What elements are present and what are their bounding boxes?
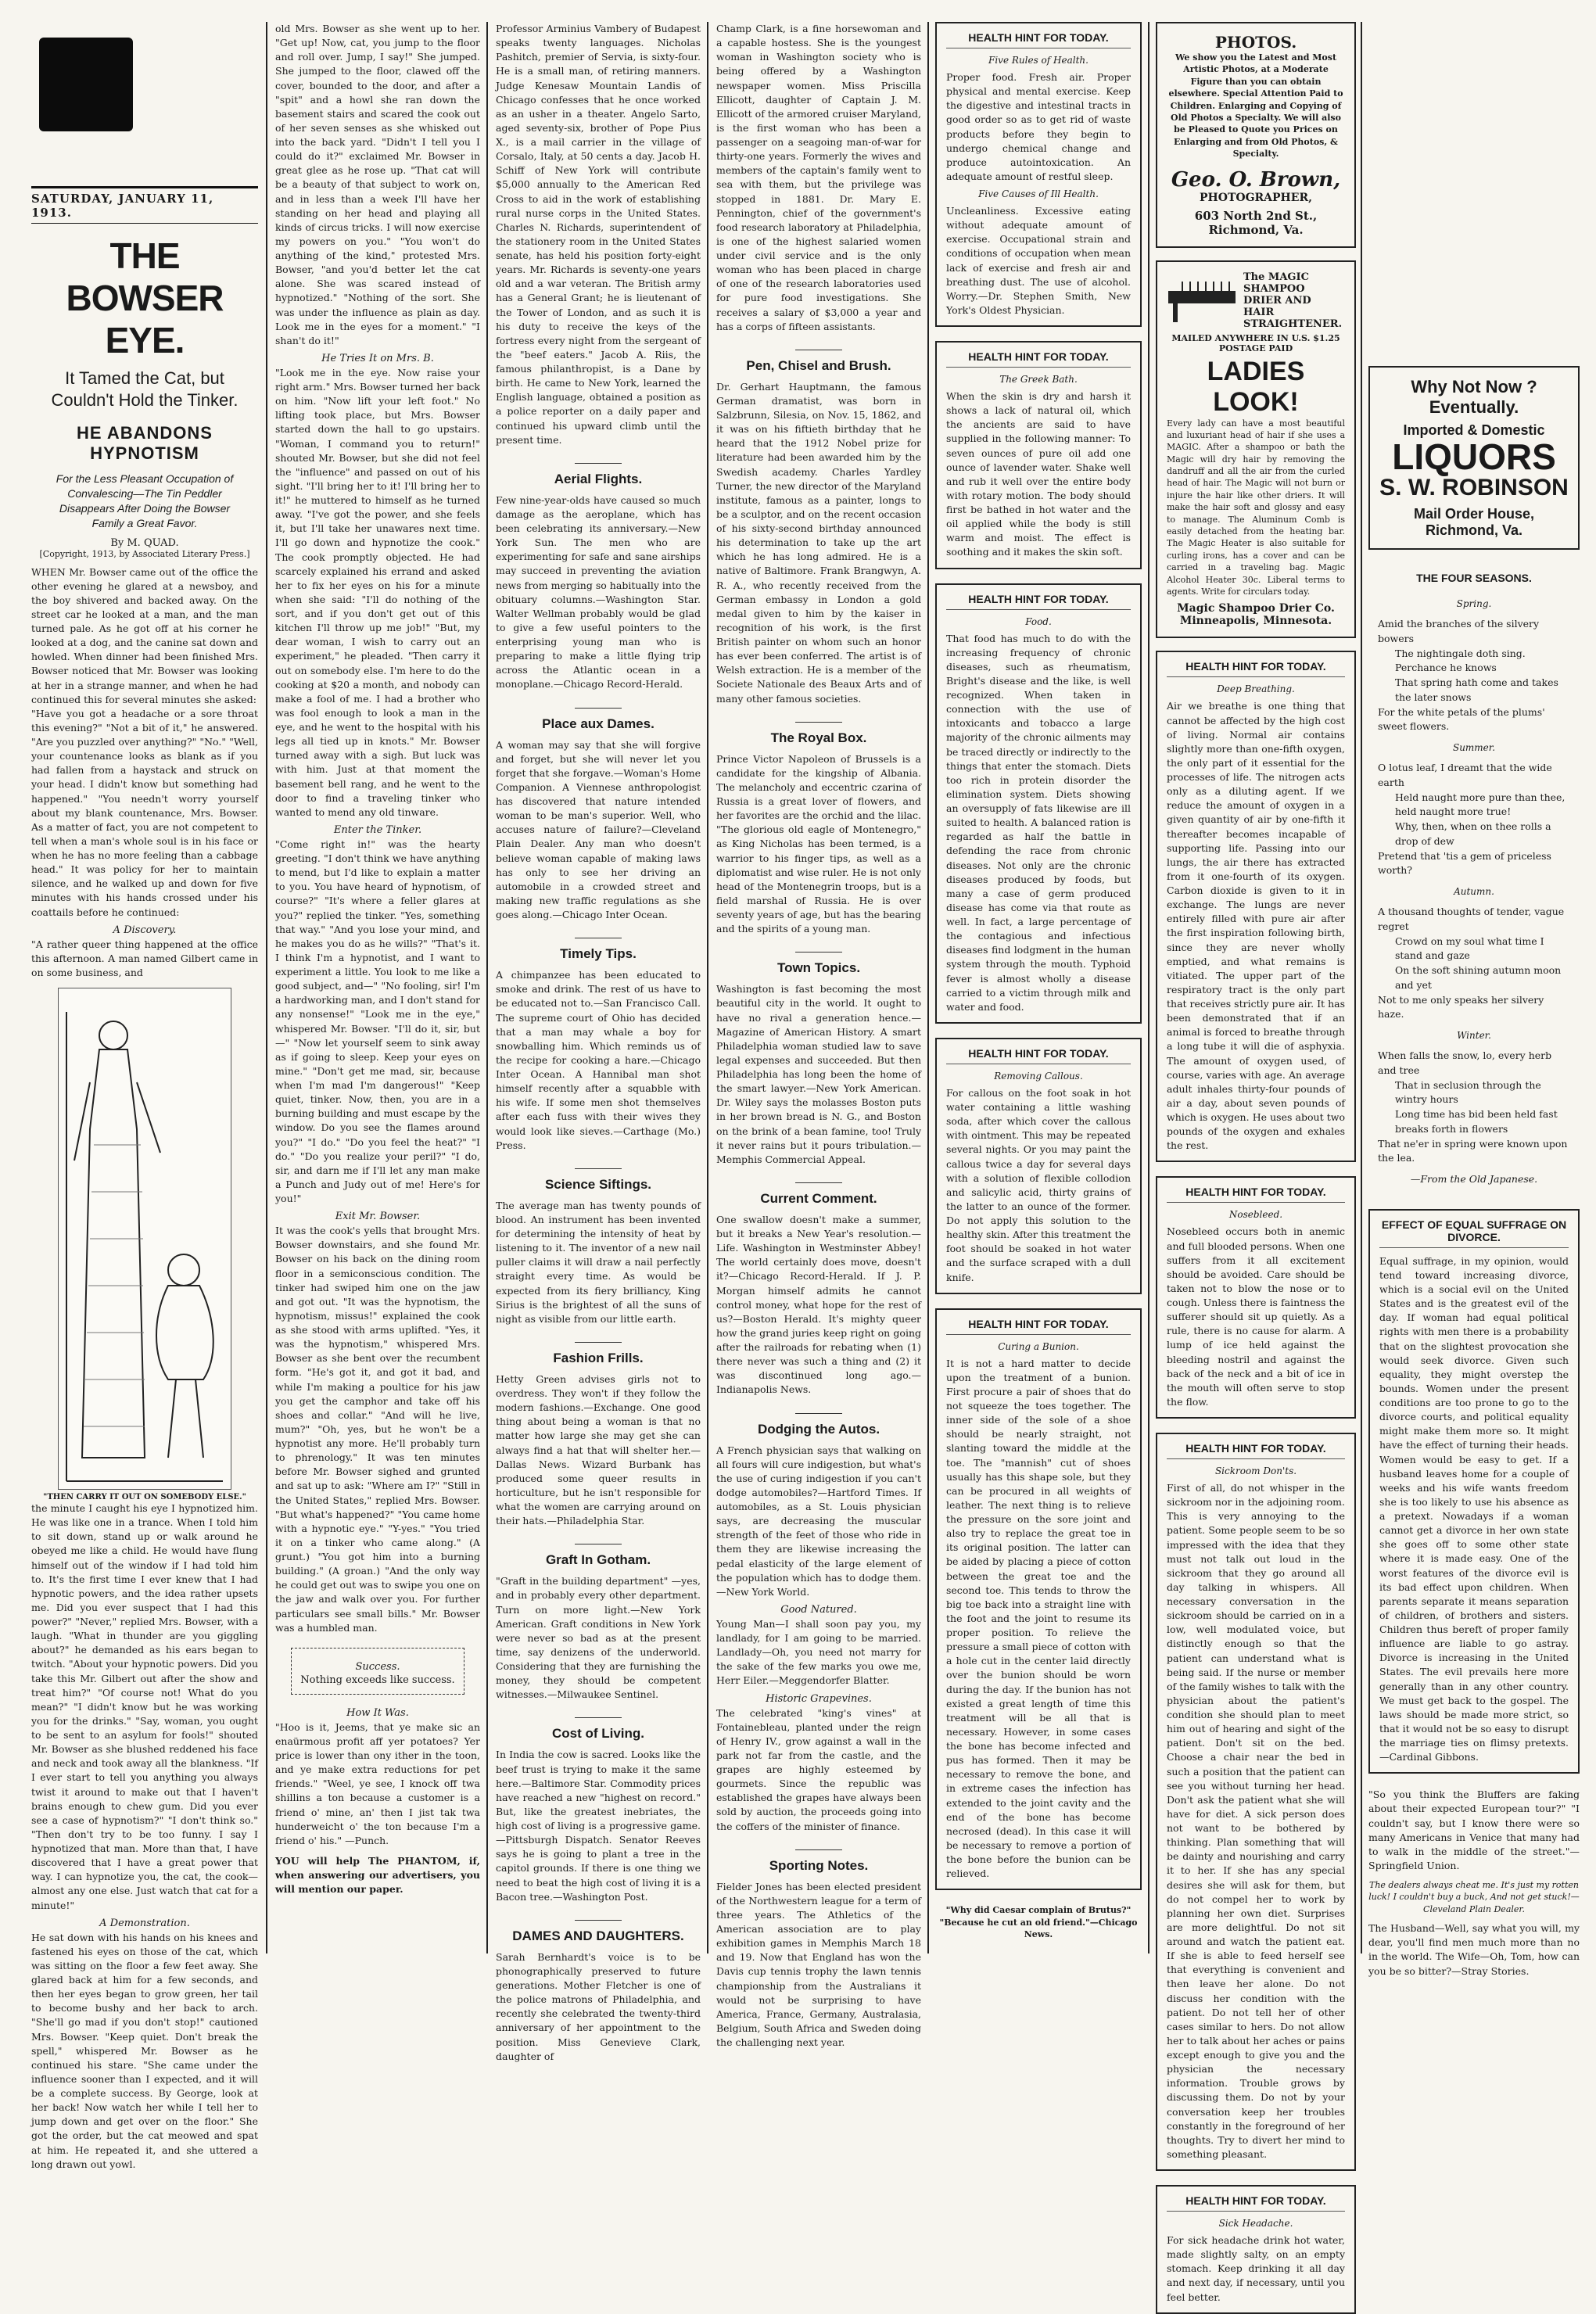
story-subhead: How It Was.: [346, 1706, 409, 1719]
poem-line: Why, then, when on thee rolls a drop of dew: [1395, 820, 1551, 847]
success-filler-box: [291, 1648, 464, 1695]
poem-season: Autumn.: [1454, 886, 1494, 897]
section-text: Sarah Bernhardt's voice is to be phonographically preserved to future generations. Mother Fletcher is one of the police matrons of Philadelphia, and recently she celebrated the twenty-third anniversary of her appointment to the position. Miss Genevieve Clark, daughter of: [496, 1950, 701, 2062]
story-subhead: He Tries It on Mrs. B.: [321, 352, 434, 364]
section-text: A French physician says that walking on all fours will cure indigestion, but what's the use of curing indigestion if you can't dodge automobiles?—Hartford Times. If automobiles, as a St. Louis physician says, are decreasing the muscular strength of the feet of those who ride in them they are likewise increasing the pedal elasticity of the large element of the population which has to dodge them.—New York World.: [716, 1444, 921, 1598]
section-text: Young Man—I shall soon pay you, my landlady, for I am going to be married. Landlady—Oh, you need not marry for the sake of the few marks you owe me, Herr Eiler.—Meggendorfer Blatter.: [716, 1617, 921, 1687]
photographer-ad: [1156, 22, 1356, 248]
poem-line: The nightingale doth sing. Perchance he knows: [1395, 647, 1526, 674]
ad-heading: LADIES LOOK!: [1207, 356, 1305, 417]
health-hint-subtitle: Deep Breathing.: [1217, 683, 1295, 695]
health-hint-text: First of all, do not whisper in the sickroom nor in the adjoining room. This is very annoying to the patient. Some people seem to be so impressed with the idea that they must not talk out loud in the sickroom that they go around all day talking in whispers. All necessary conversation in the sickroom should be carried on in a low, well modulated voice, but distinctly enough so that the patient can understand what is being said. If the nurse or member of the family wishes to talk with the physician about the patient's condition she should plan to meet him out of hearing and sight of the patient. Don't sit on the bed. Choose a chair near the bed in such a position that the patient can see you without turning her head. Don't ask the patient what she will have for diet. A sick person does not want to be bothered by thinking. Plan something that will be dainty and nourishing and carry it to her. If she has any special desires she will ask for them, but do not compel her to work by planning her own diet. Surprises are more delightful. Do not sit around and watch the patient eat. If she is able to feed herself see that everything is convenient and then leave her alone. Do not discuss her condition with the patient. Do not tell her of other cases similar to hers. Do not allow her to talk about her aches or pains except enough to give you and the physician the necessary information. Trouble grows by discussing them. Do not by your conversation keep her troubles constantly in the foreground of her thoughts. Try to divert her mind to something pleasant.: [1167, 1482, 1345, 2160]
ad-company: Magic Shampoo Drier Co.: [1177, 602, 1335, 615]
section-heading: Sporting Notes.: [716, 1849, 921, 1874]
ad-mailed: MAILED ANYWHERE IN U.S. $1.25 POSTAGE PAID: [1171, 332, 1340, 353]
poem-line: O lotus leaf, I dreamt that the wide earth: [1378, 762, 1552, 788]
story-subhead: A Discovery.: [113, 924, 177, 936]
poem-stanza: [1378, 761, 1570, 878]
column-rule: [266, 22, 267, 1953]
column-2: [275, 22, 480, 1953]
story-paragraph: It was the cook's yells that brought Mrs. Bowser downstairs, and she found Mr. Bowser on his back on the dining room floor in a semiconscious condition. The tinker had swiped him one on the jaw and got out. "It was the hypnotism, the hypnotism, missus!" explained the cook as she stood with arms uplifted. "Yes, it was the hypnotism," whispered Mrs. Bowser as she bent over the recumbent form. "He's got it, and got it bad, and while I'm making a poultice for his jaw you get the camphor and take off his shoes and collar." "And will he live, mum?" "Oh, yes, but he won't be a hypnotist any more. He'll probably turn to phrenology." It was ten minutes before Mr. Bowser sighed and grunted and sat up to ask: "Where am I?" "Still in the United States," replied Mrs. Bowser. "But what's happened?" "You came home with a hypnotic eye." "Y-yes." "You tried it on a tinker who came along." (A grunt.) "You got him into a burning building." (A groan.) "And the only way he could get out was to swipe you one on the jaw and walk over you. For further particulars see small bills." Mr. Bowser was a humbled man.: [275, 1225, 480, 1634]
poem-season: Summer.: [1452, 742, 1496, 753]
illustration-caption: "THEN CARRY IT OUT ON SOMEBODY ELSE.": [43, 1493, 246, 1502]
health-hint-title: HEALTH HINT FOR TODAY.: [946, 593, 1131, 610]
health-hint-subtitle: Food.: [1025, 615, 1052, 627]
poem-line: That ne'er in spring were known upon the lea.: [1378, 1137, 1568, 1164]
poem-line: Pretend that 'tis a gem of priceless worth?: [1378, 849, 1551, 877]
health-hint-text: Proper food. Fresh air. Proper physical and mental exercise. Keep the digestive and intestinal tracts in good order so as to get rid of waste products before they begin to undergo chemical change and produce autointoxication. An adequate amount of restful sleep.: [946, 71, 1131, 182]
ad-text: We show you the Latest and Most Artistic Photos, at a Moderate Figure than you can obtain elsewhere. Special Attention Paid to Children. Enlarging and Copying of Old Photos a Specialty. We will also be Pleased to Quote you Prices on Enlarging and from Old Photos, & Specialty.: [1168, 52, 1343, 160]
health-hint-text: For callous on the foot soak in hot water containing a little washing soda, after which cover the callous with ointment. This may be repeated several nights. Or you may paint the callous twice a day for several days with a solution of flexible collodion and salicylic acid, thirty grains of the latter to an ounce of the former. Do not apply this solution to the healthy skin. After this treatment the foot should be soaked in hot water and the surface scraped with a dull knife.: [946, 1086, 1131, 1283]
health-hint-text: Air we breathe is one thing that cannot be affected by the high cost of living. Normal air contains slightly more than one-fifth oxygen, the only part of it essential for the processes of life. The nitrogen acts only as a diluting agent. If we reduce the amount of oxygen in a given quantity of air by one-fifth it thereafter becomes incapable of supporting life. Passing into our lungs, the air there has extracted from it one-fourth of its oxygen. Carbon dioxide is given to it in exchange. The lungs are never entirely filled with pure air after the first inspiration following birth, since they are never wholly emptied, and what remains is vitiated. The upper part of the respiratory tract is the only part that receives strictly pure air. It has been demonstrated that if an animal is forced to breathe through a long tube it will die of asphyxia. The amount of oxygen used, of course, varies with age. An average adult inhales thirty-four pounds of air a day, about seven pounds of which is oxygen. He uses about two pounds of the oxygen and exhales the rest.: [1167, 700, 1345, 1152]
newspaper-page: [31, 22, 1580, 2303]
poem-line: That in seclusion through the wintry hours: [1395, 1078, 1541, 1106]
health-hint-box: [1156, 1433, 1356, 2171]
byline: By M. QUAD.: [110, 536, 179, 549]
health-hint-text: For sick headache drink hot water, made slightly salty, on an empty stomach. Keep drinking it all day and next day, if necessary, until you feel better.: [1167, 2234, 1345, 2303]
poem-stanza: [1378, 617, 1570, 734]
section-text: The celebrated "king's vines" at Fontainebleau, planted under the reign of Henry IV., grow against a wall in the park not far from the castle, and the grapes are highly esteemed by gourmets. Since the republic was established the grapes have always been sold by auction, the proceeds going into the coffers of the minister of finance.: [716, 1706, 921, 1832]
story-deck-2: HE ABANDONS HYPNOTISM: [77, 423, 213, 463]
health-hint-subtitle: Five Rules of Health.: [988, 55, 1089, 66]
section-heading: Graft In Gotham.: [496, 1544, 701, 1568]
section-text: Few nine-year-olds have caused so much damage as the aeroplane, which has been celebrating its anniversary.—New York Sun. The men who are experimenting for safe and sane airships may succeed in preventing the aviation news from merging so habitually into the obituary columns.—Washington Star. Walter Wellman probably would be glad to give a few useful pointers to the enterprising young man who is preparing to make a little flying trip across the Atlantic ocean in a monoplane.—Chicago Record-Herald.: [496, 493, 701, 691]
poem-four-seasons: [1368, 562, 1580, 1195]
story-paragraph: "Have you got a headache or a sore throat this evening?" "Not a bit of it," he answered. "Are you puzzled over anything?" "No." "Well, your countenance looks as blank as if you had fallen from a haystack and struck on your head. I didn't know but something had happened." "You needn't worry yourself about my blank countenance, Mrs. Bowser. As a matter of fact, you are not competent to tell when a man's whole soul is in his face or when he has no more feeling than a cabbage head." It was policy for her to maintain silence, and he walked up and down for five minutes with his hands crossed under his coattails before he continued:: [31, 707, 259, 918]
ad-heading: PHOTOS.: [1214, 33, 1297, 52]
story-illustration: [58, 988, 231, 1490]
ad-line: Imported & Domestic: [1403, 422, 1545, 438]
health-hint-box: [935, 1038, 1142, 1294]
column-rule: [1361, 22, 1362, 1953]
column-4: [716, 22, 921, 2048]
poem-line: Held naught more pure than thee, held naught more true!: [1395, 791, 1566, 818]
ad-line: Eventually.: [1429, 397, 1519, 417]
health-hint-title: HEALTH HINT FOR TODAY.: [1167, 1186, 1345, 1203]
section-text: Washington is fast becoming the most beautiful city in the world. It ought to have no rival a generation hence.—Magazine of American History. A smart Philadelphia woman studied law to save legal expenses and succeeded. But then Philadelphia has long been the home of the smart lawyer.—New York American. Dr. Wiley says the molasses Boston puts in her brown bread is N. G., and Boston on the brink of a bean famine, too! Truly it never rains but it pours tribulation.—Memphis Commercial Appeal.: [716, 983, 921, 1165]
section-text: One swallow doesn't make a summer, but it breaks a New Year's resolution.—Life. Washington in Westminster Abbey! The world certainly does move, doesn't it?—Chicago Record-Herald. If J. P. Morgan himself admits he cannot control money, what hope for the rest of us?—Boston Herald. It's mighty queer how the grand juries keep right on going after the railroads for rebating when (1) there never was such a thing and (2) it was discontinued long ago.—Indianapolis News.: [716, 1213, 921, 1396]
date-line: SATURDAY, JANUARY 11, 1913.: [31, 186, 258, 224]
poem-line: On the soft shining autumn moon and yet: [1395, 964, 1562, 991]
column-7: [1368, 22, 1580, 1977]
health-hint-subtitle: Nosebleed.: [1228, 1209, 1283, 1221]
story-subhead: Historic Grapevines.: [766, 1692, 872, 1705]
divorce-essay-box: [1368, 1209, 1580, 1774]
liquor-ad: [1368, 366, 1580, 550]
section-heading: Aerial Flights.: [496, 463, 701, 487]
magic-drier-ad: [1156, 260, 1356, 639]
health-hint-title: HEALTH HINT FOR TODAY.: [946, 350, 1131, 368]
story-subhead: Enter the Tinker.: [333, 823, 422, 836]
advertiser-note: YOU will help The PHANTOM, if, when answering our advertisers, you will mention our paper.: [275, 1854, 480, 1896]
poem-line: For the white petals of the plums' sweet flowers.: [1378, 705, 1545, 733]
verse-paragraph: The dealers always cheat me. It's just my rotten luck! I couldn't buy a buck, And not get stuck!—Cleveland Plain Dealer.: [1368, 1880, 1580, 1914]
poem-line: Amid the branches of the silvery bowers: [1378, 618, 1540, 644]
ink-blot: [39, 38, 133, 131]
health-hint-subtitle: Sick Headache.: [1218, 2218, 1293, 2229]
column-1: [31, 22, 259, 2170]
section-heading: The Royal Box.: [716, 722, 921, 746]
ad-address: 603 North 2nd St.,: [1194, 208, 1318, 223]
success-title: Success.: [355, 1660, 400, 1673]
poem-stanza: [1378, 905, 1570, 1022]
health-hint-subtitle: The Greek Bath.: [999, 374, 1078, 385]
poem-title: THE FOUR SEASONS.: [1416, 572, 1532, 584]
health-hint-title: HEALTH HINT FOR TODAY.: [946, 1318, 1131, 1335]
health-hint-box: [935, 583, 1142, 1024]
ad-robinson: S. W. ROBINSON: [1379, 475, 1569, 500]
anecdote-paragraph: "Hoo is it, Jeems, that ye make sic an enaürmous profit aff yer potatoes? Yer price is lower than ony ither in the toon, and ye make extra reductions for pet friends." "Weel, ye see, I knock off twa shillins a ton because a customer is a friend o' mine, an' then I jist tak twa hunderweicht o' the ton because I'm a friend o' his." —Punch.: [275, 1720, 480, 1846]
story-paragraph: the minute I caught his eye I hypnotized him. He was like one in a trance. When I told him to sit down, stand up or walk around he obeyed me like a child. He would have flung himself out of the window if I had told him to. It's the first time I ever knew that I had hypnotic powers, and the idea rather upsets me. Did you ever suspect that I had this power?" "Never," replied Mrs. Bowser, with a laugh. "What in thunder are you giggling about?" he demanded as his ears began to twitch. "About your hypnotic powers. Did you take this Mr. Gilbert out after the show and treat him?" "Of course not! What do you mean?" "I didn't know but he was working you for the drinks." "Say, woman, you ought to be sent to an asylum for fools!" shouted Mr. Bowser as she blushed reddened his face and neck and took away all the blankness. "If I ever start to tell you anything you always twist it around to make out that I haven't brains enough to chew gum. Did you ever see a case of hypnotism?" "I don't think so." "Then don't try to be too funny. I say I hypnotized that man. More than that, I have discovered that I have a great power that way. I can hypnotize you, the cat, the cook—almost any one else. Just watch that cat for a minute!": [31, 1502, 258, 1911]
ad-trade: PHOTOGRAPHER,: [1200, 191, 1312, 204]
health-hint-title: HEALTH HINT FOR TODAY.: [1167, 1442, 1345, 1459]
section-text: "Graft in the building department" —yes, and in probably every other department. Turn on more light.—New York American. Graft conditions in New York were never so bad as at the present time, say denizens of the underworld. Considering that they are furnishing the money, they should be competent witnesses.—Milwaukee Sentinel.: [496, 1575, 701, 1701]
ad-liquors: LIQUORS: [1392, 436, 1556, 477]
health-hint-box: [1156, 2185, 1356, 2314]
section-heading: Place aux Dames.: [496, 708, 701, 732]
poem-season: Winter.: [1457, 1030, 1491, 1041]
health-hint-box: [935, 22, 1142, 327]
poem-line: Crowd on my soul what time I stand and gaze: [1395, 935, 1544, 962]
poem-credit: —From the Old Japanese.: [1410, 1173, 1538, 1185]
column-rule: [707, 22, 708, 1953]
section-heading: Dodging the Autos.: [716, 1413, 921, 1437]
section-text: The average man has twenty pounds of blood. An instrument has been invented for determining the intensity of heat by listening to it. The inventor of a new nail puller claims it will draw a nail perfectly straight every time. As would be expected from its fiery brilliancy, King Sirius is the brightest of all the suns of night as visible from our little earth.: [496, 1199, 701, 1325]
story-subhead: A Demonstration.: [99, 1917, 190, 1929]
health-hint-title: HEALTH HINT FOR TODAY.: [946, 1047, 1131, 1064]
section-text: Champ Clark, is a fine horsewoman and a capable hostess. She is the youngest woman in Washington society who is being offered by a Washington newspaper women. Miss Priscilla Ellicott, daughter of Captain J. M. Ellicott of the armored cruiser Maryland, is the first woman who has been a passenger on a seagoing man-of-war for thirty-one years. Formerly the wives and members of the captain's family went to sea with them, but the privilege was stopped in 1881. Dr. Mary E. Pennington, chief of the government's food research laboratory at Philadelphia, is one of the highest salaried women under civil service and is the only woman who has been placed in charge of one of the research laboratories used for pure food investigations. She receives a salary of $3,000 a year and has a corps of fifteen assistants.: [716, 23, 921, 332]
ad-brand: The MAGIC SHAMPOO DRIER AND HAIR STRAIGHTENER.: [1243, 271, 1343, 330]
section-heading: Science Siftings.: [496, 1168, 701, 1193]
ad-line: Richmond, Va.: [1425, 522, 1523, 538]
column-6: [1156, 22, 1356, 2303]
ad-line: Mail Order House,: [1413, 506, 1535, 522]
health-hint-subtitle: Five Causes of Ill Health.: [978, 188, 1099, 199]
story-paragraph: He sat down with his hands on his knees and fastened his eyes on those of the cat, which was sitting on the floor a few feet away. She glared back at him for a few seconds, and then her eyes began to grow green, her tail to become bushy and her back to arch. "She'll go mad if you don't stop!" cautioned Mrs. Bowser. "Keep quiet. Don't break the spell," whispered Mr. Bowser as he continued his stare. "She came under the influence sooner than I expected, and it will be a complete success. By George, look at her back! Now watch her while I tell her to jump down and get over on the floor." She got the order, but the cat meowed and spat at him. He repeated it, and she uttered a long drawn out yowl.: [31, 1931, 258, 2170]
column-rule: [927, 22, 929, 1953]
health-hint-title: HEALTH HINT FOR TODAY.: [946, 31, 1131, 48]
section-heading: Cost of Living.: [496, 1717, 701, 1742]
closing-joke: "Why did Caesar complain of Brutus?" "Because he cut an old friend."—Chicago News.: [939, 1905, 1138, 1940]
story-subhead: Exit Mr. Bowser.: [335, 1211, 421, 1223]
poem-line: Not to me only speaks her silvery haze.: [1378, 993, 1544, 1021]
ad-line: Why Not Now ?: [1411, 377, 1537, 396]
section-text: Fielder Jones has been elected president of the Northwestern league for a term of three years. The Athletics of the American association are to play exhibition games in Memphis March 18 and 19. Now that England has won the Davis cup tennis trophy the lawn tennis championship from the Australians it would not be surprising to have America, France, Germany, Australasia, Belgium, South Africa and Sweden doing the challenging next year.: [716, 1880, 921, 2048]
health-hint-subtitle: Removing Callous.: [994, 1070, 1083, 1082]
health-hint-title: HEALTH HINT FOR TODAY.: [1167, 660, 1345, 677]
health-hint-text: Uncleanliness. Excessive eating without adequate amount of exercise. Occupational strain and conditions of occupation when mean lack of exercise and fresh air and breathing dust. The use of alcohol. Worry.—Dr. Stephen Smith, New York's Oldest Physician.: [946, 205, 1131, 316]
ad-text: Every lady can have a most beautiful and luxuriant head of hair if she uses a MAGIC. After a shampoo or bath the Magic will dry hair by removing the dandruff and all the air from the curled head of hair. The Magic will not burn or injure the hair like other driers. It will make the hair soft and glossy and easy to manage. The Aluminum Comb is easily detached from the heating bar. The Magic Heater is also suitable for curling irons, has a cover and can be carried in a traveling bag. Magic Alcohol Heater 30c. Liberal terms to agents. Write for circulars today.: [1167, 418, 1345, 597]
section-text: In India the cow is sacred. Looks like the beef trust is trying to make it the same here.—Baltimore Star. Commodity prices have reached a new "highest on record." But, like the greatest inebriates, the high cost of living is a progressive game.—Pittsburgh Dispatch. Senator Reeves says he is going to plant a tree in the capitol grounds. If there is one thing we need to beat the high cost of living it is a Bacon tree.—Washington Post.: [496, 1749, 701, 1903]
health-hint-box: [1156, 651, 1356, 1162]
poem-line: Long time has bid been held fast breaks forth in flowers: [1395, 1108, 1558, 1135]
column-3: [496, 22, 701, 2062]
health-hint-box: [935, 341, 1142, 569]
section-text: Prince Victor Napoleon of Brussels is a candidate for the kingship of Albania. The melancholy and eccentric czarina of Russia is a great lover of flowers, and her favorites are the orchid and the lilac. "The glorious old eagle of Montenegro," as King Nicholas has been termed, is a warrior to his finger tips, as well as a diplomatist and wise ruler. He is not only head of the Montenegrin troops, but is a field marshal of Russia. He is over seventy years of age, but has the bearing and the spirits of a young man.: [716, 752, 921, 935]
column-rule: [486, 22, 488, 1953]
poem-season: Spring.: [1456, 598, 1492, 609]
health-hint-text: When the skin is dry and harsh it shows a lack of natural oil, which the ancients are said to have supplied in the following manner: To seven ounces of pure oil add one ounce of lavender water. Shake well and rub it well over the entire body with rotary motion. The body should first be bathed in hot water and the oil applied while the body is still warm and moist. The effect is soothing and it makes the skin soft.: [946, 390, 1131, 558]
story-paragraph: "Look me in the eye. Now raise your right arm." Mrs. Bowser turned her back on him. "Now lift your left foot." No lifting took place, but Mrs. Bowser started down the hall to go upstairs. "Woman, I command you to return!" shouted Mr. Bowser, but she did not feel the "influence" and passed on out of his sight. "I'll bring her to it! I'll bring her to it!" he muttered to himself as he turned away. "I've got the power, and she feels it, but I'll take her unawares next time. I'll go down and hypnotize the cook." The cook promptly objected. He had scarcely explained his errand and asked her to fix her eyes on his for a minute when she said: "I'll do nothing of the sort, and if you don't get out of this kitchen I'll throw up me job!" "But, my dear woman, I wish to carry out an experiment," he pleaded. "Then carry it out on somebody else. I'm here to do the cooking at $20 a month, and nobody can make a fool of me. I had a brother who was fool enough to look a man in the eye, and he went to the hospital with his legs all tied up in knots." Mr. Bowser turned away with a sigh. But luck was with him. Just at that moment the basement bell rang, and he went to the door to find a traveling tinker who wanted to mend any old tinware.: [275, 366, 480, 818]
section-heading: Fashion Frills.: [496, 1342, 701, 1366]
poem-line: A thousand thoughts of tender, vague regret: [1378, 906, 1565, 932]
story-deck-3: For the Less Pleasant Occupation of Convalescing—The Tin Peddler Disappears After Doing the Bowser Family a Great Favor.: [56, 472, 234, 529]
poem-stanza: [1378, 1049, 1570, 1166]
story-paragraph: old Mrs. Bowser as she went up to her. "Get up! Now, cat, you jump to the floor and roll over. Jump, I say!" She jumped. She jumped to the floor, clawed off the cover, bounded to the door, and after a "spit" and a howl she ran down the basement stairs and scared the cook out of her seven senses as she whisked out into the back yard. "Didn't I tell you I could do it?" exclaimed Mr. Bowser in great glee as he rose up. "That cat will be a beauty of that subject to work on, and in less than a week I'll have her standing on her head and playing all kinds of circus tricks. I will now exercise my powers on you." "You won't do anything of the kind," protested Mrs. Bowser, "and you'd better let the cat alone. She was scared instead of hypnotized." "Nothing of the sort. She was under the influence as plain as day. Look me in the eyes for a moment." "I shan't do it!": [275, 23, 480, 346]
success-text: Nothing exceeds like success.: [300, 1674, 455, 1686]
poem-line: When falls the snow, lo, every herb and tree: [1378, 1049, 1552, 1076]
column-5: [935, 22, 1142, 1953]
column-rule: [1148, 22, 1149, 1953]
section-text: A woman may say that she will forgive and forget, but she will never let you forget that she forgave.—Woman's Home Companion. A Viennese anthropologist has discovered that nature intended woman to be man's superior. Well, who accuses nature of failure?—Cleveland Plain Dealer. Any man who doesn't believe woman capable of making laws has only to see her driving an automobile in a crowded street and making new traffic regulations as she goes along.—Chicago Inter Ocean.: [496, 738, 701, 920]
health-hint-title: HEALTH HINT FOR TODAY.: [1167, 2194, 1345, 2212]
section-heading: DAMES AND DAUGHTERS.: [496, 1920, 701, 1944]
copyright-line: [Copyright, 1913, by Associated Literary Press.]: [39, 548, 250, 559]
ad-city: Minneapolis, Minnesota.: [1179, 615, 1332, 628]
hair-drier-icon: [1167, 277, 1237, 324]
essay-text: Equal suffrage, in my opinion, would tend toward increasing divorce, which is a social evil on the United States and is the greatest evil of the day. If woman had equal political rights with men there is a probability that on the slightest provocation she would seek divorce. Given such equality, they might overstep the bounds. Women under the present conditions are too prone to go to the divorce courts, and political equality might make them more so. It might have the effect of turning their heads. Women would be easy to get. If a husband leaves home for a couple of weeks and his wife wants freedom she is too likely to use his absence as a pretext. Nowadays if a woman cannot get a divorce in her own state she goes off to some other state where it is made easy. One of the worst features of the divorce evil is its bad effect upon children. When parents separate it means separation of children, of brothers and sisters. Children thus bereft of proper family influence are liable to go astray. Divorce is increasing in the United States. The evil prevails here more generally than in any other country. We must get back to the gospel. The laws should be made more strict, so that it would not be so easy to disrupt the marriage ties on flimsy pretexts.—Cardinal Gibbons.: [1379, 1254, 1569, 1763]
story-deck-1: It Tamed the Cat, but Couldn't Hold the Tinker.: [51, 368, 239, 410]
story-paragraph: "A rather queer thing happened at the office this afternoon. A man named Gilbert came in on some business, and: [31, 938, 258, 978]
health-hint-box: [1156, 1176, 1356, 1419]
story-subhead: Good Natured.: [780, 1603, 857, 1616]
health-hint-subtitle: Sickroom Don'ts.: [1214, 1466, 1297, 1476]
story-headline: THE BOWSER EYE.: [66, 235, 224, 361]
essay-title: EFFECT OF EQUAL SUFFRAGE ON DIVORCE.: [1379, 1218, 1569, 1248]
section-heading: Current Comment.: [716, 1182, 921, 1207]
section-heading: Town Topics.: [716, 952, 921, 976]
section-text: A chimpanzee has been educated to smoke and drink. The rest of us have to be educated not to.—San Francisco Call. The supreme court of Ohio has decided that a man may whale a boy for snowballing him. Which reminds us of the recipe for cooking a hare.—Chicago Inter Ocean. A Hannibal man shot himself recently after a squabble with his wife. If some men shot themselves after each fuss with their wives they would look like sieves.—Carthage (Mo.) Press.: [496, 969, 701, 1151]
health-hint-text: It is not a hard matter to decide upon the treatment of a bunion. First procure a pair of shoes that do not squeeze the toes together. The inner side of the sole of a shoe should be nearly straight, not slanting toward the middle at the toe. The "mannish" cut of shoes usually has this shape sole, but they can be procured in all weights of leather. The next thing is to relieve the pressure on the sore joint and also try to replace the great toe in its original position. The latter can be aided by placing a piece of cotton between the great toe and the second toe. This tends to throw the big toe back into a straight line with the foot and the joint to resume its proper position. To relieve the pressure a small piece of cotton with a hole cut in the center laid directly over the bunion should be worn during the day. If the bunion has not existed a great length of time this treatment will be all that is necessary. However, in some cases the bone has become infected and pus has formed. Then it may be necessary to remove the bone, and in extreme cases the infection has extended to the joint cavity and the end of the bone has become necrosed (dead). In this case it will be necessary to remove a portion of the bone before the bunion can be relieved.: [946, 1357, 1131, 1880]
woman-and-man-illustration: [59, 988, 231, 1489]
story-paragraph: "Come right in!" was the hearty greeting. "I don't think we have anything to mend, but I'd like to explain a matter to you. You have heard of hypnotism, of course?" "It's where a feller glares at you?" replied the tinker. "Yes, something that way." "And you lose your mind, and he makes you do as he wills?" "That's it. I think I'm a hypnotist, and I want to experiment a little. You look to me like a good subject, and—" "No fooling, sir! I'm a hardworking man, and I don't stand for any nonsense!" "Look me in the eye," whispered Mr. Bowser. "I'll do it, sir, but—" "Now let yourself seem to sink away as if going to sleep. Keep your eyes on mine." "Don't get me mad, sir, because when I'm mad I'm dangerous!" "Keep quiet, tinker. Now, then, you are in a burning building and must escape by the window. Do you see the flames around you?" "I do." "Do you feel the heat?" "I do." "Do you realize your peril?" "I do, sir, and darn me if I'll let any man make a Punch and Judy out of me! Here's for you!": [275, 838, 480, 1204]
joke-paragraph: The Husband—Well, say what you will, my dear, you'll find men much more than no in the world. The Wife—Oh, Tom, how can you be so bitter?—Stray Stories.: [1368, 1922, 1580, 1977]
poem-line: That spring hath come and takes the later snows: [1395, 676, 1558, 703]
section-heading: Pen, Chisel and Brush.: [716, 350, 921, 374]
section-text: Hetty Green advises girls not to overdress. They won't if they follow the modern fashions.—Exchange. One good thing about being a woman is that no matter how large she may get she can always find a hat that will shelter her.—Dallas News. Wizard Burbank has produced some queer results in horticulture, but he isn't responsible for what the women are carrying around on their hats.—Philadelphia Star.: [496, 1372, 701, 1527]
health-hint-text: Nosebleed occurs both in anemic and full blooded persons. When one suffers from it all excitement should be avoided. Care should be taken not to blow the nose or to cough. Unless there is faintness the sufferer should sit up quietly. As a rule, there is no cause for alarm. A lump of ice held against the bleeding nostril and against the back of the neck and a bit of ice in the mouth will often serve to stop the flow.: [1167, 1225, 1345, 1408]
health-hint-subtitle: Curing a Bunion.: [998, 1340, 1079, 1352]
section-text: Dr. Gerhart Hauptmann, the famous German dramatist, was born in Salzbrunn, Silesia, on Nov. 15, 1862, and it was on his fiftieth birthday that he heard that the 1912 Nobel prize for literature had been awarded him by the Swedish academy. Charles Yardley Turner, the new director of the Maryland institute, famous as a painter, longs to be a sculptor, and on the recent occasion of his sixty-second birthday announced his determination to take up the art which he has long admired. He is a native of Baltimore. Frank Brangwyn, A. R. A., who recently received from the German embassy in London a gold medal given to him by the kaiser in recognition of his work, is the first British painter on whom such an honor has ever been conferred. The artist is of Welsh extraction. He is a member of the Societe Nationale des Beaux Arts and of many other famous societies.: [716, 380, 921, 705]
story-paragraph: WHEN Mr. Bowser came out of the office the other evening he glared at a newsboy, and the boy shivered and backed away. On the street car he looked at a man, and the man turned pale. As he got off at his corner he looked at a dog, and the canine sat down and howled. When dinner had been finished Mrs. Bowser noticed that Mr. Bowser was looking at her in a strange manner, and when he had continued this for several minutes she asked:: [31, 565, 258, 705]
joke-paragraph: "So you think the Bluffers are faking about their expected European tour?" "I couldn't say, but I know there were so many Americans in Venice that many had to walk in the middle of the street."—Springfield Union.: [1368, 1788, 1580, 1871]
ad-name: Geo. O. Brown,: [1171, 167, 1341, 192]
health-hint-box: [935, 1308, 1142, 1891]
section-heading: Timely Tips.: [496, 938, 701, 962]
ad-city: Richmond, Va.: [1208, 222, 1304, 237]
health-hint-text: That food has much to do with the increasing frequency of chronic diseases, such as rheumatism, Bright's disease and the like, is well recognized. When taken in connection with the use of intoxicants and tobacco a large majority of the chronic ailments may be traced directly or indirectly to the things that enter the stomach. Diets too rich in protein disorder the elimination system. Diets showing an oversupply of fats likewise are ill suited to health. A balanced ration is regarded as half the battle in defending the race from chronic diseases. Not only are the chronic diseases produced by foods, but many a case of germ produced disease has come via that route as well. In fact, a large percentage of the contagious and infectious diseases find lodgment in the human system through the mouth. Typhoid fever is almost wholly a disease carried to a victim through milk and water and food.: [946, 632, 1131, 1013]
personal-notes: Professor Arminius Vambery of Budapest speaks twenty languages. Nicholas Pashitch, premier of Servia, is sixty-four. He is a small man, of retiring manners. Judge Kenesaw Mountain Landis of Chicago confesses that he once worked as an usher in a theater. Angelo Sarto, aged seventy-six, brother of Pope Pius X., is a mail carrier in the village of Corsalo, Italy, at 50 cents a day. Jacob H. Schiff of New York will contribute $5,000 annually to the American Red Cross to aid in the work of establishing rural nurse corps in the United States. Charles N. Richards, superintendent of the stationery room in the United States senate, has held his position forty-eight years. Mr. Richards is seventy-one years old and a war veteran. The British army has a General Grant; he is lieutenant of the Tower of London, and as such it is his duty to receive the keys of the fortress every night from the sergeant of the "beef eaters." Jacob A. Riis, the famous philanthropist, is a Dane by birth. He came to New York, learned the English language, obtained a position as a police reporter on a daily paper and continued his upward climb until the present time.: [496, 23, 701, 446]
